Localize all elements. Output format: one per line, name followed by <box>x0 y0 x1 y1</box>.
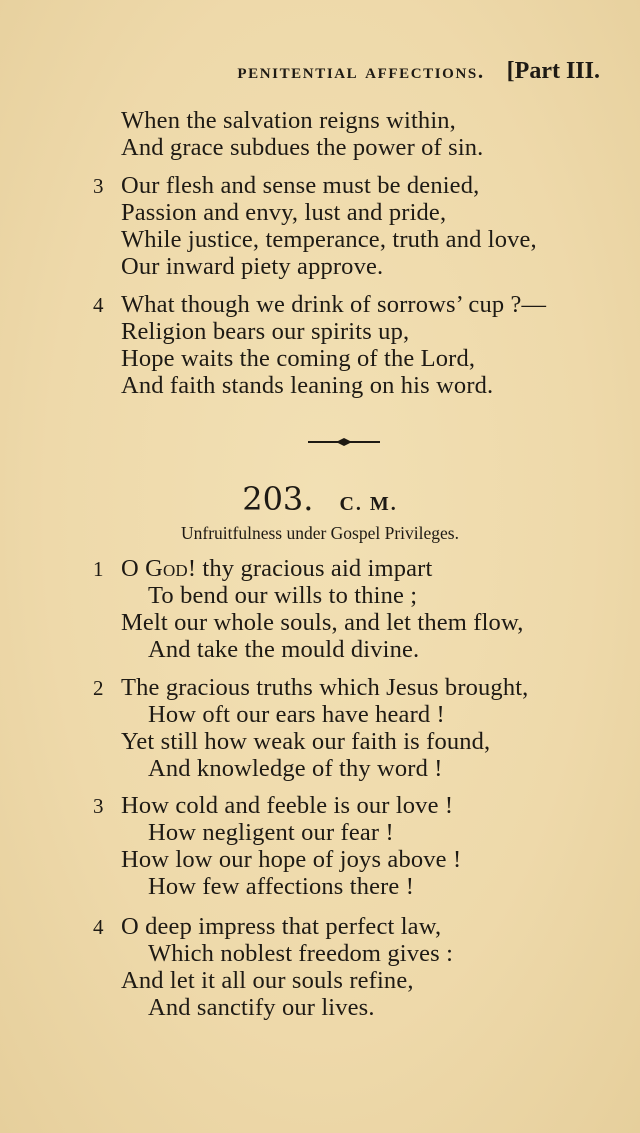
verse-line: Which noblest freedom gives : <box>148 940 454 967</box>
hymn-meter: C. M. <box>339 493 398 515</box>
verse-line: How few affections there ! <box>148 873 415 900</box>
verse-line: Melt our whole souls, and let them flow, <box>121 609 524 636</box>
verse-line: And take the mould divine. <box>148 636 420 663</box>
verse-line: Hope waits the coming of the Lord, <box>121 345 476 372</box>
verse-line: How oft our ears have heard ! <box>148 701 445 728</box>
verse-line: While justice, temperance, truth and love, <box>121 226 537 253</box>
verse-line: And knowledge of thy word ! <box>148 755 443 782</box>
hymn-subtitle: Unfruitfulness under Gospel Privileges. <box>180 523 459 543</box>
verse-line: Yet still how weak our faith is found, <box>121 728 491 755</box>
divider-ornament-icon <box>308 436 380 448</box>
verse-line: To bend our wills to thine ; <box>148 582 418 609</box>
verse-line <box>121 555 432 582</box>
verse-line: How negligent our fear ! <box>148 819 394 846</box>
stanza-number: 3 <box>93 174 104 198</box>
hymn-number: 203. <box>242 480 314 518</box>
stanza-number: 4 <box>93 915 104 939</box>
verse-line: And faith stands leaning on his word. <box>121 372 494 399</box>
verse-line: Our flesh and sense must be denied, <box>121 172 480 199</box>
verse-line: And sanctify our lives. <box>148 994 375 1021</box>
divine-name: God <box>145 555 188 582</box>
stanza-number: 2 <box>93 676 104 700</box>
verse-line: Religion bears our spirits up, <box>121 318 410 345</box>
stanza-number: 4 <box>93 293 104 317</box>
stanza-number: 3 <box>93 794 104 818</box>
verse-line: How low our hope of joys above ! <box>121 846 462 873</box>
verse-word: ! thy gracious aid impart <box>187 555 433 582</box>
part-label: [Part III. <box>506 58 600 84</box>
verse-line: Passion and envy, lust and pride, <box>121 199 447 226</box>
verse-line: The gracious truths which Jesus brought, <box>121 674 529 701</box>
verse-line: And let it all our souls refine, <box>121 967 414 994</box>
verse-word: O <box>121 555 139 582</box>
verse-line: And grace subdues the power of sin. <box>121 134 484 161</box>
running-title: penitential affections. <box>237 59 485 83</box>
hymn-header <box>0 480 640 518</box>
verse-line: When the salvation reigns within, <box>121 107 456 134</box>
verse-line: Our inward piety approve. <box>121 253 384 280</box>
verse-line: How cold and feeble is our love ! <box>121 792 454 819</box>
verse-line: O deep impress that perfect law, <box>121 913 442 940</box>
running-head <box>237 58 600 85</box>
verse-line: What though we drink of sorrows’ cup ?— <box>121 291 547 318</box>
stanza-number: 1 <box>93 557 104 581</box>
